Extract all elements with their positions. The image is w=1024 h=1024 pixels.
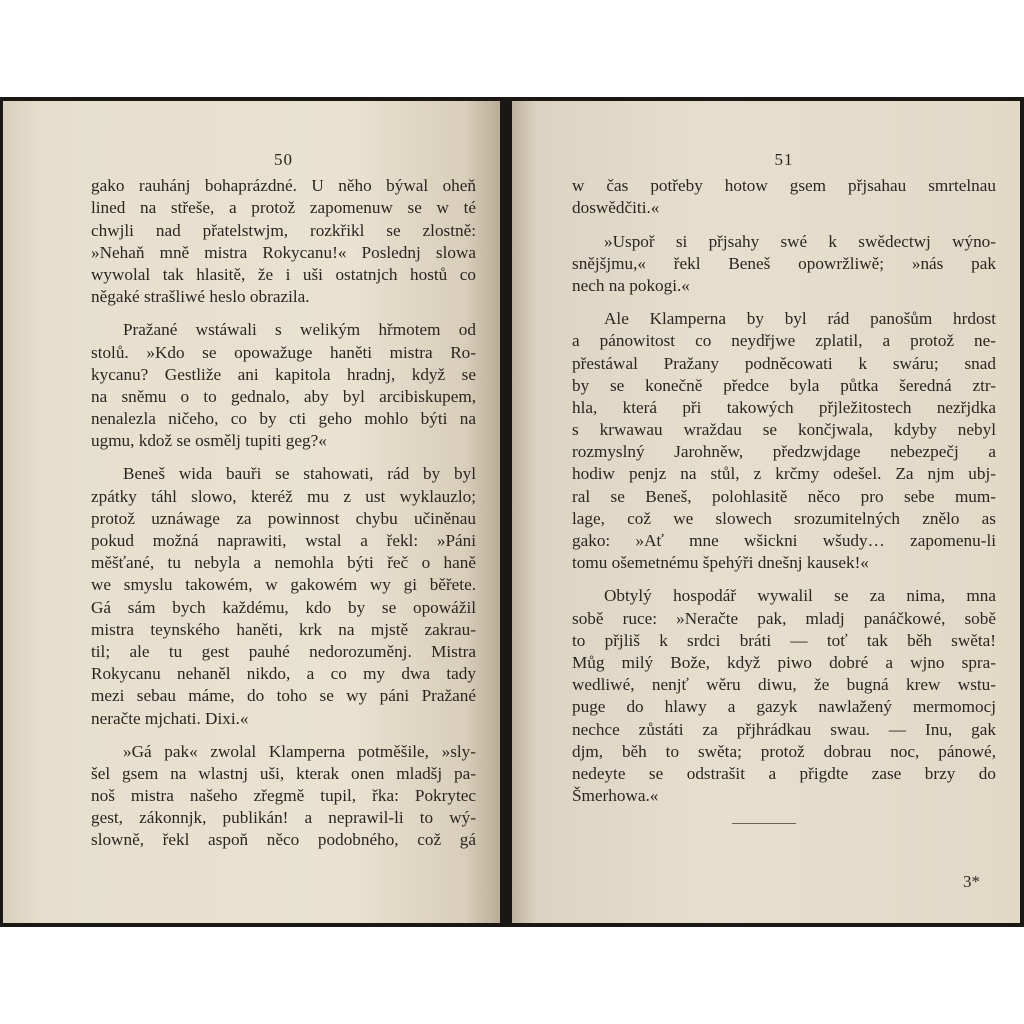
text-line: stolů. »Kdo se opowažuge haněti mistra Ro- xyxy=(91,342,476,362)
text-line: Rokycanu nehaněl nikdo, a co my dwa tady xyxy=(91,664,476,684)
text-line: snějšjmu,« řekl Beneš opowržliwě; »nás pak xyxy=(572,253,996,273)
page-number-right: 51 xyxy=(774,150,794,169)
text-line: mezi sebau máme, do toho se wy páni Pražané xyxy=(91,686,476,706)
text-line: we smyslu takowém, w gakowém wy gi běřete. xyxy=(91,575,476,595)
text-line: gako rauhánj bohaprázdné. U něho býwal oheň xyxy=(91,176,476,196)
text-line: Gá sám bych každému, kdo by se opowážil xyxy=(91,597,476,617)
text-line: pokud možná naprawiti, wstal a řekl: »Páni xyxy=(91,531,476,551)
text-line: nedeyte se odstrašit a přigdte zase brzy do xyxy=(572,763,996,783)
text-line: Obtylý hospodář wywalil se za nima, mna xyxy=(604,586,996,606)
left-page xyxy=(3,101,500,923)
text-line: nech na pokogi.« xyxy=(572,275,690,295)
text-line: wedliwé, nenjť wěru diwu, že bugná krew wstu- xyxy=(572,675,996,695)
text-line: chwjli nad přatelstwjm, rozkřikl se zlostně: xyxy=(91,220,476,240)
text-line: »Uspoř si přjsahy swé k swědectwj wýno- xyxy=(604,231,996,251)
text-line: nechce zůstáti za přjhrádkau swau. — Inu, gak xyxy=(572,719,996,739)
text-line: til; ale tu gest pauhé nedorozuměnj. Mistra xyxy=(91,641,476,661)
text-line: rozmyslný Jarohněw, předzwjdage nebezpečj a xyxy=(572,442,996,462)
text-line: gest, zákonnjk, publikán! a neprawil-li to wý- xyxy=(91,808,476,828)
text-line: ral se Beneš, polohlasitě něco pro sebe mum- xyxy=(572,486,996,506)
text-line: na sněmu o to gednalo, aby byl arcibiskupem, xyxy=(91,386,476,406)
text-line: neračte mjchati. Dixi.« xyxy=(91,708,249,728)
text-line: »Gá pak« zwolal Klamperna potměšile, »sly- xyxy=(123,741,476,761)
text-line: by se konečně předce byla půtka šeredná ztr- xyxy=(572,375,996,395)
text-line: hla, která při takowých přjležitostech nezřjdka xyxy=(572,397,996,417)
text-line: Šmerhowa.« xyxy=(572,786,659,806)
page-number-left: 50 xyxy=(274,150,293,169)
left-page-text xyxy=(91,175,476,851)
text-line: w čas potřeby hotow gsem přjsahau smrtelnau xyxy=(572,176,996,196)
text-line: mistra teynského haněti, krk na mjstě zakrau- xyxy=(91,619,476,639)
text-line: wywolal tak hlasitě, že i uši ostatnjch hostů co xyxy=(91,264,476,284)
text-line: sobě ruce: »Neračte pak, mladj panáčkowé, sobě xyxy=(572,608,996,628)
text-line: Beneš wida bauři se stahowati, rád by byl xyxy=(123,464,476,484)
text-line: to přjliš k srdci bráti — toť tak běh swěta! xyxy=(572,630,996,650)
text-line: protož uznáwage za powinnost chybu učiněnau xyxy=(91,508,476,528)
text-line: noš mistra našeho zřegmě tupil, řka: Pokrytec xyxy=(91,786,476,806)
text-line: měšťané, tu nebyla a nemohla býti řeč o haně xyxy=(91,553,476,573)
text-line: lined na střeše, a protož zapomenuw se w té xyxy=(91,198,476,218)
text-line: a pánowitost co neydřjwe zplatil, a protož ne- xyxy=(572,331,996,351)
text-line: nenalezla ničeho, co by cti geho mohlo býti na xyxy=(91,409,476,429)
open-book-scan xyxy=(0,97,1024,927)
text-line: »Nehaň mně mistra Rokycanu!« Poslednj slowa xyxy=(91,242,476,262)
text-line: puge do hlawy a gazyk nawlažený mermomocj xyxy=(572,697,996,717)
text-line: zpátky táhl slowo, kteréž mu z ust wyklauzlo; xyxy=(91,486,476,506)
text-line: slowně, řekl aspoň něco podobného, což gá xyxy=(91,830,476,850)
text-line: Ale Klamperna by byl rád panošům hrdost xyxy=(604,309,996,329)
text-line: kycanu? Gestliže ani kapitola hradnj, když se xyxy=(91,364,476,384)
text-line: ugmu, kdož se osmělj tupiti geg?« xyxy=(91,431,327,451)
text-line: s krwawau wraždau se končjwala, kdyby nebyl xyxy=(572,420,996,440)
right-page-text xyxy=(572,175,996,824)
text-line: hodiw penjz na stůl, z krčmy odešel. Za njm ubj- xyxy=(572,464,996,484)
text-line: gako: »Ať mne wšickni wšudy… zapomenu-li xyxy=(572,531,996,551)
text-line: lage, což we slowech srozumitelných znělo as xyxy=(572,508,996,528)
text-line: Můg milý Bože, když piwo dobré a wjno spra- xyxy=(572,652,996,672)
text-line: tomu ošemetnému špehýři dnešnj kausek!« xyxy=(572,553,869,573)
text-line: přestáwal Pražany podněcowati k swáru; snad xyxy=(572,353,996,373)
signature-mark: 3* xyxy=(963,872,980,891)
text-line: šel gsem na wlastnj uši, kterak onen mladšj pa- xyxy=(91,763,476,783)
right-page xyxy=(512,101,1020,923)
text-line: doswědčiti.« xyxy=(572,198,660,218)
end-rule xyxy=(732,823,796,824)
text-line: djm, běh to swěta; protož dobrau noc, pánowé, xyxy=(572,741,996,761)
text-line: Pražané wstáwali s welikým hřmotem od xyxy=(123,320,476,340)
text-line: něgaké strašliwé heslo obrazila. xyxy=(91,287,310,307)
